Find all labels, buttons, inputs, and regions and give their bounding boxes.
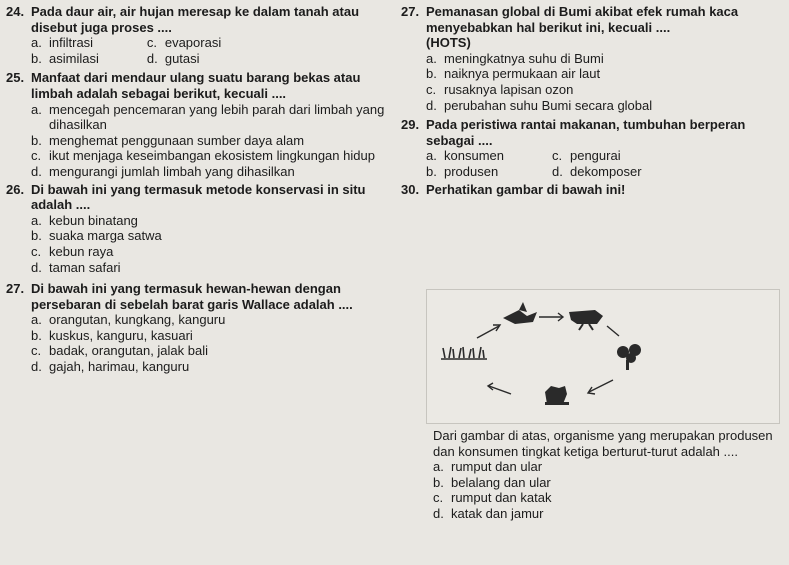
option-d[interactable]: d. taman safari: [31, 259, 121, 275]
right-column: [401, 4, 784, 521]
question-number: 24.: [6, 4, 25, 19]
option-c[interactable]: c. kebun raya: [31, 243, 114, 259]
left-column: [6, 4, 388, 375]
option-d[interactable]: d. mengurangi jumlah limbah yang dihasilkan: [31, 163, 295, 179]
option-b[interactable]: b. asimilasi: [31, 50, 99, 66]
option-c[interactable]: c. badak, orangutan, jalak bali: [31, 343, 209, 359]
answer-options: [31, 312, 388, 374]
answer-options: [426, 148, 784, 179]
option-b[interactable]: b. belalang dan ular: [433, 474, 551, 490]
option-c[interactable]: c. rumput dan katak: [433, 490, 552, 506]
question-number: 26.: [6, 181, 25, 197]
answer-options: [433, 459, 784, 521]
option-b[interactable]: b. produsen: [426, 163, 499, 179]
option-c[interactable]: c. evaporasi: [146, 35, 222, 51]
question-number: 30.: [401, 181, 420, 197]
question-caption: Dari gambar di atas, organisme yang merupakan produsen dan konsumen tingkat ketiga berturut-turut adalah ....: [433, 428, 773, 459]
question-29: [401, 117, 784, 179]
question-text: Pada daur air, air hujan meresap ke dalam tanah atau disebut juga proses ....: [31, 4, 360, 35]
arrow-icon: [539, 313, 563, 321]
question-number: 27.: [401, 4, 420, 19]
grass-icon: [441, 347, 487, 359]
option-c[interactable]: c. rusaknya lapisan ozon: [426, 81, 574, 97]
option-b[interactable]: b. naiknya permukaan air laut: [426, 66, 601, 82]
question-text: Manfaat dari mendaur ulang suatu barang bekas atau limbah adalah sebagai berikut, kecuali ....: [31, 70, 361, 101]
question-25: [6, 70, 388, 179]
question-text: Pemanasan global di Bumi akibat efek rumah kaca menyebabkan hal berikut ini, kecuali ....: [426, 4, 739, 35]
question-number: 25.: [6, 70, 25, 86]
option-d[interactable]: d. gajah, harimau, kanguru: [31, 359, 190, 375]
answer-options: [31, 102, 388, 180]
option-b[interactable]: b. kuskus, kanguru, kasuari: [31, 327, 193, 343]
question-26: [6, 182, 388, 276]
option-d[interactable]: d. katak dan jamur: [433, 505, 544, 521]
question-text: Pada peristiwa rantai makanan, tumbuhan berperan sebagai ....: [426, 117, 746, 148]
question-27-right: [401, 4, 784, 113]
option-a[interactable]: a. rumput dan ular: [433, 459, 543, 475]
option-b[interactable]: b. menghemat penggunaan sumber daya alam: [31, 132, 305, 148]
question-number: 27.: [6, 281, 25, 297]
question-text: Perhatikan gambar di bawah ini!: [426, 181, 626, 197]
option-c[interactable]: c. ikut menjaga keseimbangan ekosistem lingkungan hidup: [31, 148, 375, 164]
option-d[interactable]: d. dekomposer: [551, 163, 642, 179]
hots-tag: (HOTS): [426, 35, 471, 51]
option-d[interactable]: d. perubahan suhu Bumi secara global: [426, 97, 653, 113]
option-c[interactable]: c. pengurai: [551, 148, 621, 164]
food-chain-diagram: [427, 290, 779, 423]
option-a[interactable]: a. konsumen: [426, 148, 504, 164]
option-d[interactable]: d. gutasi: [146, 50, 200, 66]
option-a[interactable]: a. orangutan, kungkang, kanguru: [31, 312, 226, 328]
question-27-left: [6, 281, 388, 375]
option-a[interactable]: a. mencegah pencemaran yang lebih parah dari limbah yang dihasilkan: [31, 101, 385, 133]
option-a[interactable]: a. infiltrasi: [31, 35, 94, 51]
question-24: [6, 4, 388, 66]
food-chain-figure: [426, 289, 780, 424]
answer-options: [31, 213, 388, 275]
question-text: Di bawah ini yang termasuk metode konservasi in situ adalah ....: [31, 181, 366, 213]
answer-options: [426, 51, 784, 113]
mushroom-icon: [617, 344, 641, 370]
question-text: Di bawah ini yang termasuk hewan-hewan dengan persebaran di sebelah barat garis Wallace adalah ....: [31, 281, 353, 312]
arrow-icon: [588, 380, 613, 394]
bird-icon: [503, 302, 537, 324]
option-a[interactable]: a. kebun binatang: [31, 212, 138, 228]
question-30: [401, 182, 784, 198]
arrow-icon: [488, 383, 511, 394]
snake-icon: [569, 310, 603, 330]
arrow-icon: [477, 325, 500, 338]
arrow-icon: [607, 326, 619, 336]
option-a[interactable]: a. meningkatnya suhu di Bumi: [426, 50, 604, 66]
answer-options: [31, 35, 388, 66]
question-30-caption: [401, 428, 784, 522]
question-number: 29.: [401, 117, 420, 133]
frog-icon: [545, 386, 569, 405]
option-b[interactable]: b. suaka marga satwa: [31, 228, 162, 244]
